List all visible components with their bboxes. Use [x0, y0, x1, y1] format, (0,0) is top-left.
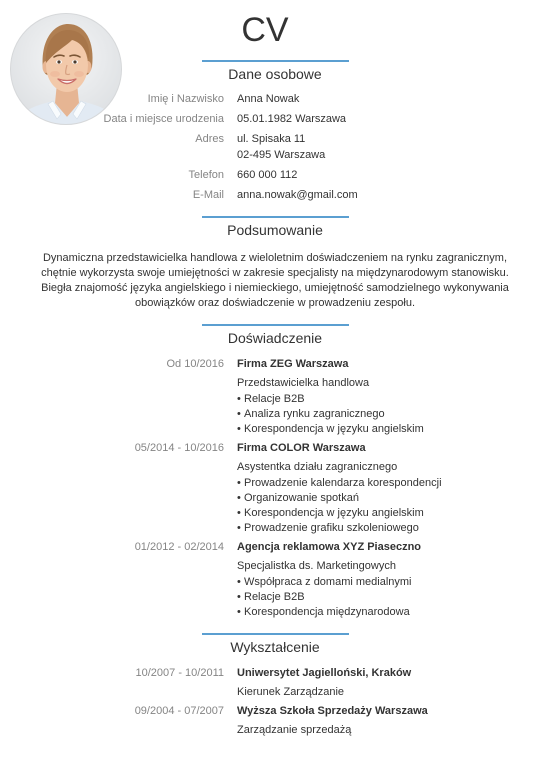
section-heading: Dane osobowe — [228, 65, 322, 82]
personal-data-section — [0, 60, 550, 205]
education-section — [0, 633, 550, 738]
summary-line: obowiązków oraz doświadczenie w prowadzeniu zespołu. — [134, 296, 416, 309]
duty-item: • Korespondencja międzynarodowa — [237, 605, 421, 620]
field-label: Telefon — [188, 169, 224, 181]
duty-item: • Korespondencja w języku angielskim — [237, 422, 424, 437]
entry-body — [237, 703, 428, 738]
experience-entry — [0, 539, 550, 620]
field-value — [237, 167, 297, 183]
field-of-study: Zarządzanie sprzedażą — [237, 724, 352, 736]
field-of-study: Kierunek Zarządzanie — [237, 686, 345, 698]
value-line: ul. Spisaka 11 — [237, 133, 306, 145]
field-label: Imię i Nazwisko — [147, 93, 224, 105]
duty-item: • Prowadzenie kalendarza korespondencji — [237, 476, 442, 491]
field-value — [237, 187, 358, 203]
summary-section — [0, 216, 550, 311]
section-heading: Doświadczenie — [227, 329, 323, 346]
field-label: Adres — [195, 133, 224, 145]
duty-item: • Współpraca z domami medialnymi — [237, 575, 421, 590]
section-divider — [202, 324, 349, 326]
field-value — [237, 91, 299, 107]
duty-item: • Korespondencja w języku angielskim — [237, 506, 442, 521]
education-entry — [0, 703, 550, 738]
company-name: Firma ZEG Warszawa — [237, 358, 349, 370]
field-value — [237, 131, 325, 163]
entry-date: 05/2014 - 10/2016 — [134, 442, 224, 454]
cv-content — [0, 60, 550, 738]
section-heading: Wykształcenie — [230, 638, 320, 655]
field-value — [237, 111, 346, 127]
experience-section — [0, 324, 550, 620]
personal-row-email — [0, 185, 550, 205]
entry-body — [237, 665, 411, 700]
personal-row-address — [0, 129, 550, 165]
experience-list — [0, 356, 550, 620]
section-divider — [202, 60, 349, 62]
school-name: Uniwersytet Jagielloński, Kraków — [237, 667, 412, 679]
value-line: 660 000 112 — [237, 169, 298, 181]
entry-date: Od 10/2016 — [166, 358, 224, 370]
field-label: Data i miejsce urodzenia — [103, 113, 224, 125]
duties-list — [237, 476, 442, 536]
value-line: 05.01.1982 Warszawa — [237, 113, 347, 125]
company-name: Agencja reklamowa XYZ Piaseczno — [237, 541, 422, 553]
entry-body — [237, 356, 424, 437]
value-line: 02-495 Warszawa — [237, 149, 326, 161]
entry-date: 01/2012 - 02/2014 — [134, 541, 224, 553]
summary-line: Biegła znajomość języka angielskiego i niemieckiego, umiejętność samodzielnego wykonywania — [41, 281, 509, 294]
duty-item: • Analiza rynku zagranicznego — [237, 407, 424, 422]
document-title: CV — [241, 11, 289, 49]
education-list — [0, 665, 550, 738]
duty-item: • Organizowanie spotkań — [237, 491, 442, 506]
company-name: Firma COLOR Warszawa — [237, 442, 366, 454]
summary-text — [0, 251, 550, 311]
entry-date: 09/2004 - 07/2007 — [134, 705, 224, 717]
personal-row-phone — [0, 165, 550, 185]
field-label: E-Mail — [192, 189, 224, 201]
school-name: Wyższa Szkoła Sprzedaży Warszawa — [237, 705, 428, 717]
duties-list — [237, 575, 421, 620]
job-position: Przedstawicielka handlowa — [237, 377, 370, 389]
duty-item: • Relacje B2B — [237, 590, 421, 605]
duty-item: • Prowadzenie grafiku szkoleniowego — [237, 521, 442, 536]
duties-list — [237, 392, 424, 437]
entry-body — [237, 539, 421, 620]
section-divider — [202, 633, 349, 635]
personal-data-list — [0, 89, 550, 205]
entry-date: 10/2007 - 10/2011 — [135, 667, 224, 679]
summary-line: Dynamiczna przedstawicielka handlowa z wieloletnim doświadczeniem na rynku zagranicznym, — [42, 251, 508, 264]
personal-row-birth — [0, 109, 550, 129]
section-heading: Podsumowanie — [227, 221, 323, 238]
value-line: Anna Nowak — [237, 93, 300, 105]
summary-line: chętnie wykorzysta swoje umiejętności w zakresie specjalisty na międzynarodowym stanowisku. — [41, 266, 509, 279]
experience-entry — [0, 440, 550, 536]
duty-item: • Relacje B2B — [237, 392, 424, 407]
entry-body — [237, 440, 442, 536]
value-line: anna.nowak@gmail.com — [237, 189, 358, 201]
section-divider — [202, 216, 349, 218]
education-entry — [0, 665, 550, 700]
job-position: Asystentka działu zagranicznego — [237, 461, 398, 473]
personal-row-name — [0, 89, 550, 109]
experience-entry — [0, 356, 550, 437]
job-position: Specjalistka ds. Marketingowych — [237, 560, 396, 572]
